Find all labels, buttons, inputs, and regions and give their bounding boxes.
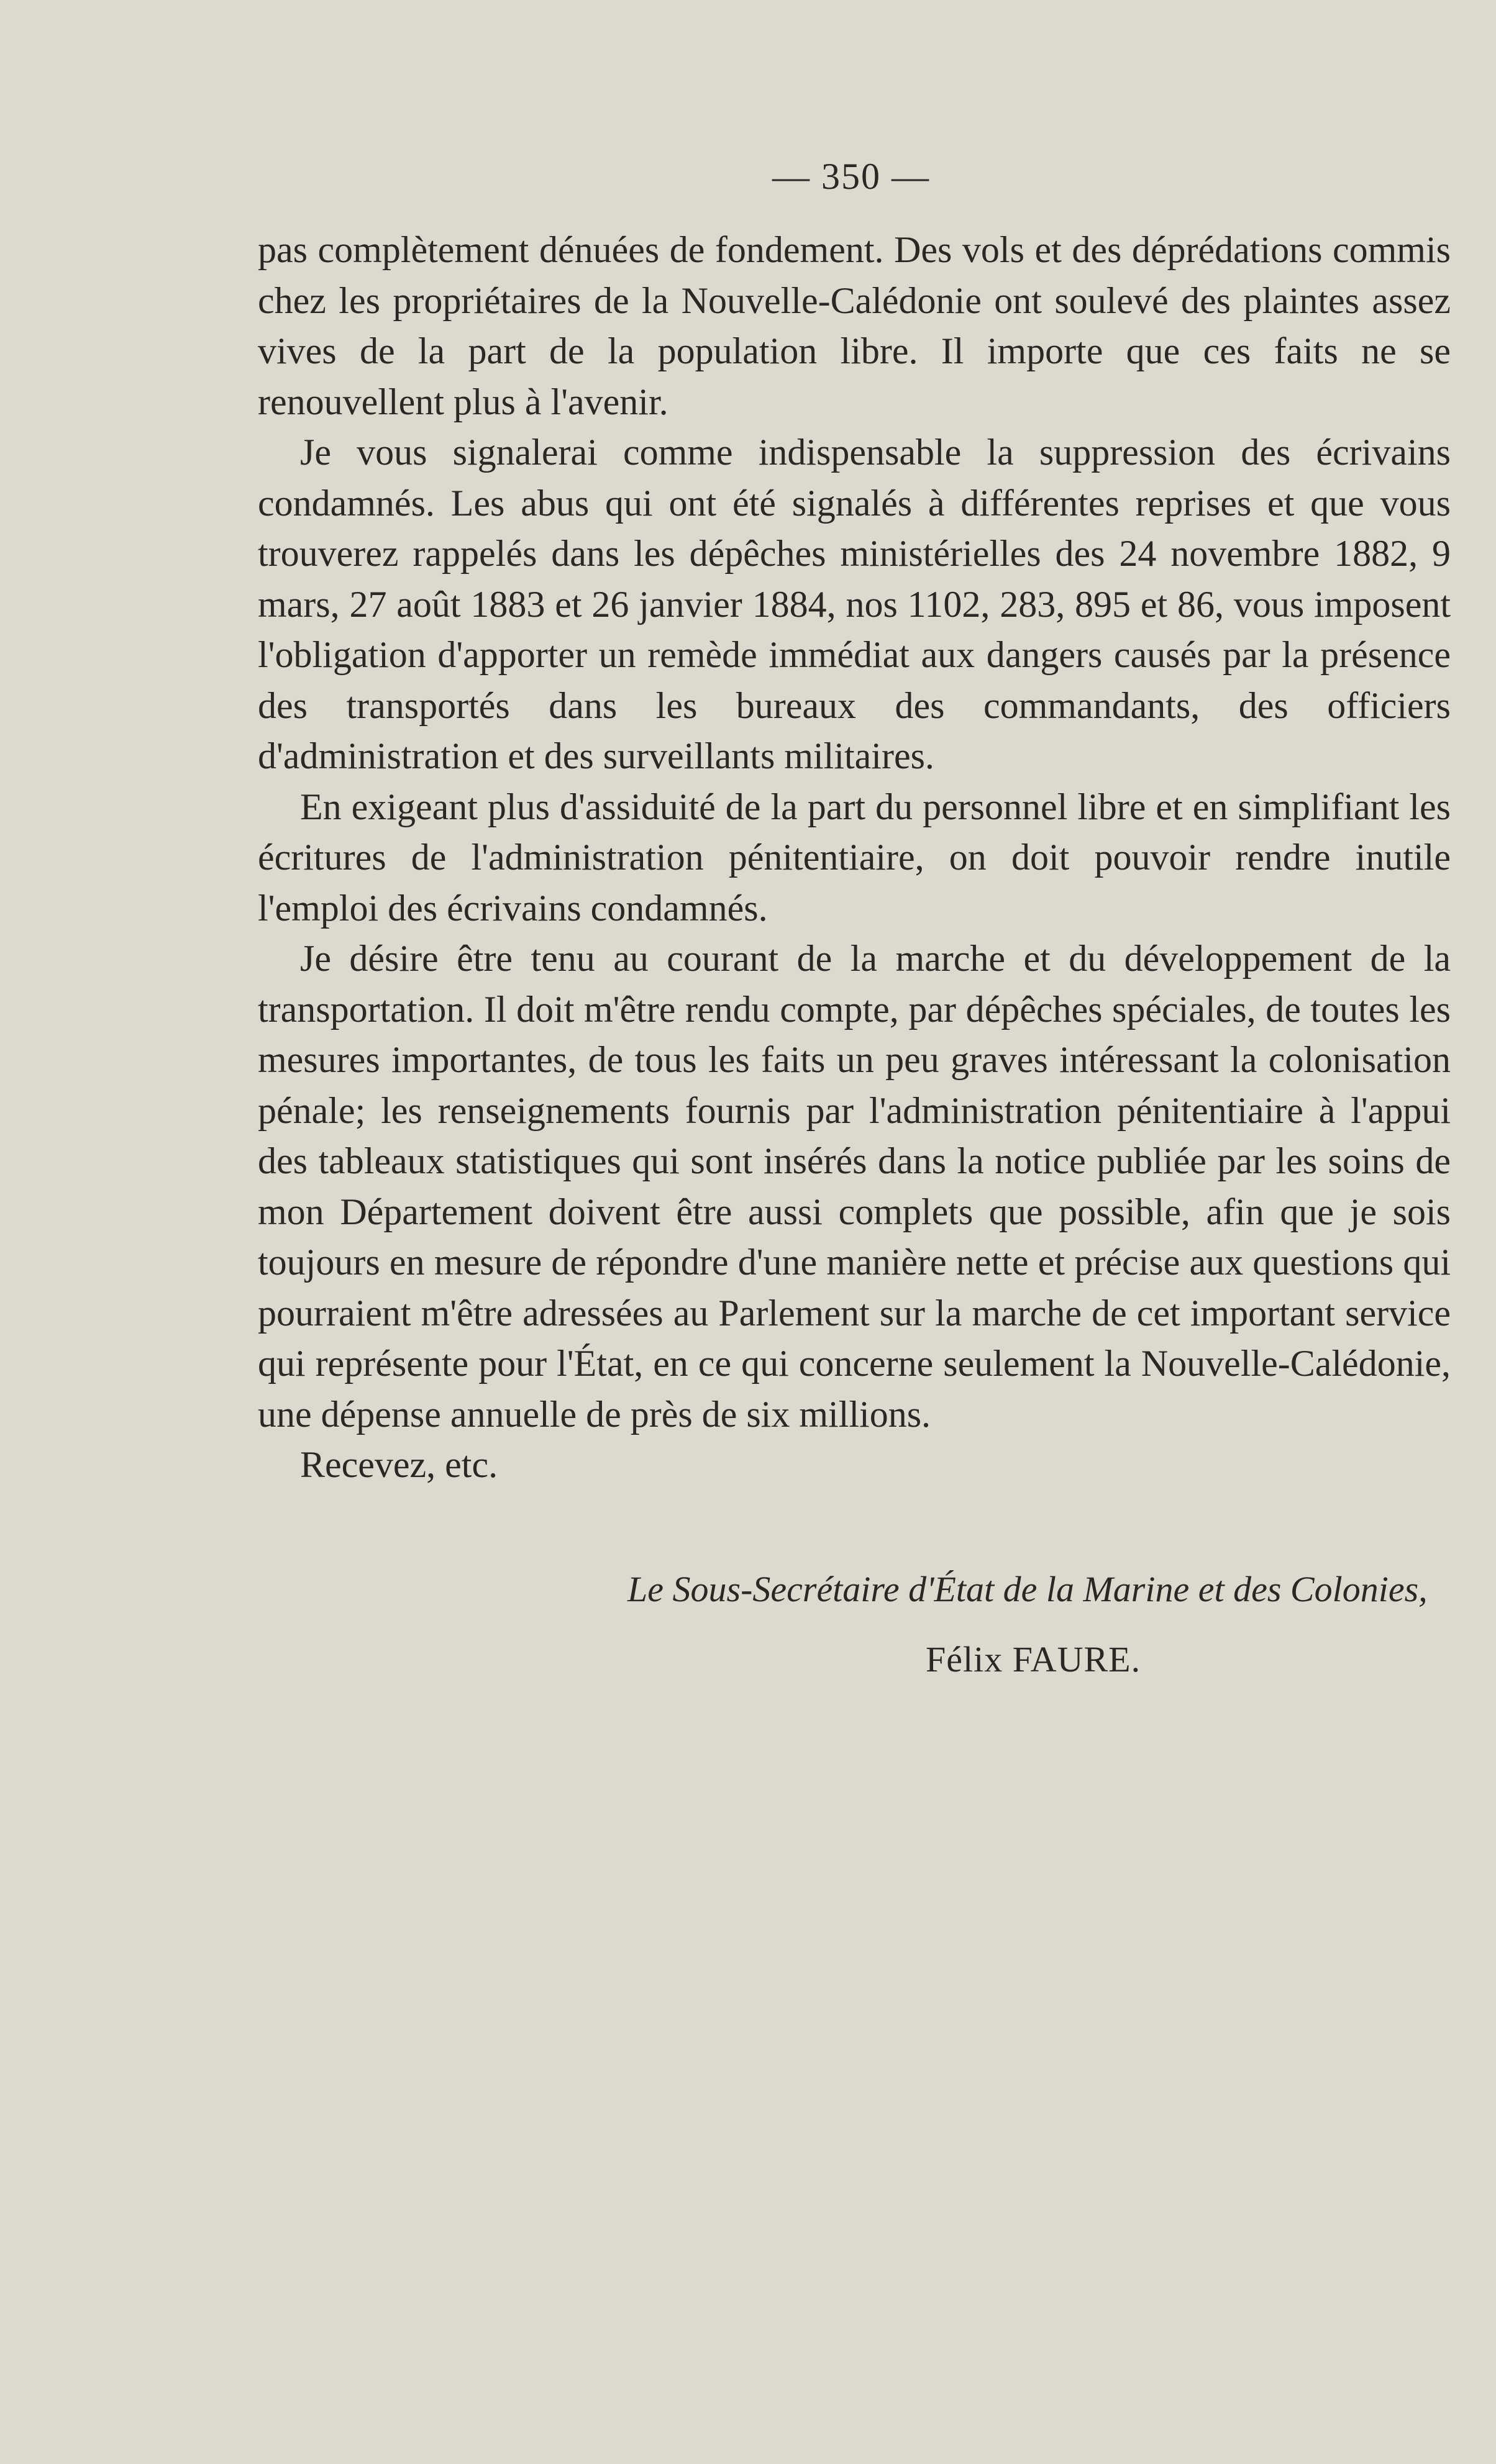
signatory-title: Le Sous-Secrétaire d'État de la Marine et des Colonies,	[627, 1569, 1428, 1609]
paragraph-3: En exigeant plus d'assiduité de la part du personnel libre et en simplifiant les écritures de l'administration pénitentiaire, on doit pouvoir rendre inutile l'emploi des écrivains condamnés.	[258, 786, 1451, 929]
letter-body	[258, 225, 1451, 1491]
paragraph-4: Je désire être tenu au courant de la marche et du développement de la transportation. Il doit m'être rendu compte, par dépêches spéciales, de toutes les mesures importantes, de tous les faits un peu graves intéressant la colonisation pénale; les renseignements fournis par l'administration pénitentiaire à l'appui des tableaux statistiques qui sont insérés dans la notice publiée par les soins de mon Département doivent être aussi complets que possible, afin que je sois toujours en mesure de répondre d'une manière nette et précise aux questions qui pourraient m'être adressées au Parlement sur la marche de cet important service qui représente pour l'État, en ce qui concerne seulement la Nouvelle-Calédonie, une dépense annuelle de près de six millions.	[258, 938, 1451, 1435]
page-number: — 350 —	[772, 156, 930, 197]
closing-line: Recevez, etc.	[300, 1444, 498, 1485]
paragraph-2: Je vous signalerai comme indispensable la suppression des écrivains condamnés. Les abus qui ont été signalés à différentes reprises et que vous trouverez rappelés dans les dépêches ministérielles des 24 novembre 1882, 9 mars, 27 août 1883 et 26 janvier 1884, nos 1102, 283, 895 et 86, vous imposent l'obligation d'apporter un remède immédiat aux dangers causés par la présence des transportés dans les bureaux des commandants, des officiers d'administration et des surveillants militaires.	[258, 432, 1451, 776]
paragraph-1: pas complètement dénuées de fondement. Des vols et des déprédations commis chez les propriétaires de la Nouvelle-Calédonie ont soulevé des plaintes assez vives de la part de la population libre. Il importe que ces faits ne se renouvellent plus à l'avenir.	[258, 229, 1451, 422]
signatory-name: Félix FAURE.	[926, 1639, 1141, 1680]
